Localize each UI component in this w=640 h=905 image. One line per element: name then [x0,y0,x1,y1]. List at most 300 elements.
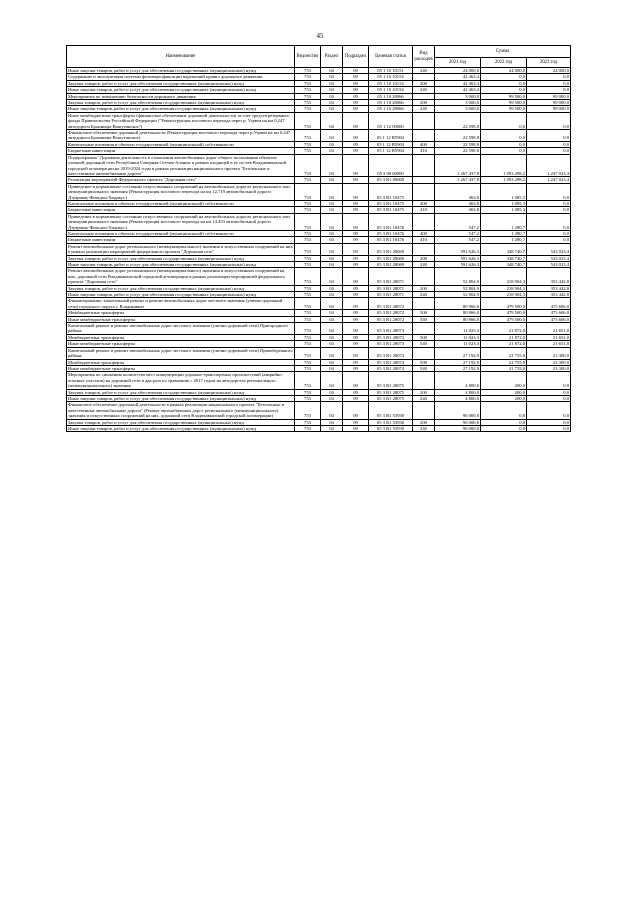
cell-2021: 96 000,0 [435,402,481,419]
cell-name: Иные закупки товаров, работ и услуг для обеспечения государственных (муниципальных) нужд [67,395,295,401]
cell-2022: 218 904,3 [481,285,527,291]
cell-2021: 42 463,4 [435,87,481,93]
cell-subsection: 09 [343,177,369,183]
cell-target: 05 3 R1 28069 [369,262,413,268]
cell-2023: 0,0 [527,425,571,431]
cell-2023: 21 651,0 [527,341,571,347]
cell-exp-type: 410 [413,207,435,213]
table-row [67,425,571,431]
cell-section: 04 [321,425,343,431]
cell-name: Бюджетные инвестиции [67,237,295,243]
cell-section: 04 [321,112,343,129]
cell-section: 04 [321,389,343,395]
cell-2023: 0,0 [527,112,571,129]
cell-2021: 463,8 [435,200,481,206]
cell-target: 05 3 R1 53930 [369,419,413,425]
cell-target: 05 3 R1 28074 [369,365,413,371]
cell-section: 04 [321,298,343,310]
cell-section: 04 [321,80,343,86]
cell-name: Закупка товаров, работ и услуг для обеспечения государственных (муниципальных) нужд [67,285,295,291]
cell-subsection: 09 [343,237,369,243]
cell-2023: 0,0 [527,148,571,154]
cell-name: Иные закупки товаров, работ и услуг для обеспечения государственных (муниципальных) нужд [67,262,295,268]
cell-2023: 1 247 023,4 [527,177,571,183]
cell-exp-type [413,154,435,177]
cell-2021: 547,2 [435,230,481,236]
cell-2023: 24 000,0 [527,68,571,74]
cell-name: Межбюджетные трансферты [67,359,295,365]
cell-target: 05 1 10 28066 [369,100,413,106]
cell-subsection: 09 [343,310,369,316]
cell-name: Ремонт автомобильных дорог регионального (межмуниципального) значения и искусственных сооружений на них, дорожной сети Владикавказской городской агломерации в рамках реализации мероприятий федерального проекта "Дорожная сеть" [67,268,295,285]
cell-exp-type: 200 [413,419,435,425]
cell-section: 04 [321,347,343,359]
cell-2023: 0,0 [527,230,571,236]
cell-section: 04 [321,243,343,255]
cell-target: 05 3 R1 10476 [369,237,413,243]
cell-dept: 753 [295,262,321,268]
cell-target: 05 1 12 00000 [369,112,413,129]
cell-2023: 23 300,0 [527,359,571,365]
cell-dept: 753 [295,402,321,419]
cell-exp-type [413,323,435,335]
cell-target: 05 1 10 28066 [369,106,413,112]
table-row [67,268,571,285]
cell-name: Иные закупки товаров, работ и услуг для обеспечения государственных (муниципальных) нужд [67,87,295,93]
cell-section: 04 [321,207,343,213]
budget-table [66,45,571,432]
cell-section: 04 [321,177,343,183]
cell-exp-type: 200 [413,80,435,86]
cell-section: 04 [321,130,343,142]
cell-2023: 475 606,0 [527,298,571,310]
cell-2022: 0,0 [481,130,527,142]
cell-exp-type: 240 [413,292,435,298]
cell-subsection: 09 [343,316,369,322]
cell-target: 05 3 R1 28069 [369,255,413,261]
cell-target: 05 3 R1 28072 [369,298,413,310]
table-row [67,347,571,359]
table-row [67,402,571,419]
cell-2022: 1 085,3 [481,207,527,213]
cell-target: 05 3 R1 28075 [369,372,413,389]
table-row [67,213,571,230]
cell-exp-type: 540 [413,341,435,347]
cell-exp-type [413,372,435,389]
cell-subsection: 09 [343,112,369,129]
cell-target: 05 3 R1 28073 [369,334,413,340]
cell-dept: 753 [295,425,321,431]
cell-2021: 1 267 437,8 [435,177,481,183]
cell-target: 05 1 10 10154 [369,74,413,80]
cell-dept: 753 [295,100,321,106]
cell-dept: 753 [295,130,321,142]
cell-subsection: 09 [343,419,369,425]
cell-dept: 753 [295,93,321,99]
cell-2022: 479 500,0 [481,298,527,310]
cell-2023: 475 606,0 [527,310,571,316]
cell-target: 05 3 R1 28072 [369,310,413,316]
table-row [67,112,571,129]
cell-target: 05 3 00 00000 [369,154,413,177]
cell-section: 04 [321,334,343,340]
cell-2022: 0,0 [481,425,527,431]
cell-2022: 1 280,7 [481,213,527,230]
cell-subsection: 09 [343,200,369,206]
cell-name: Межбюджетные трансферты [67,310,295,316]
cell-2022: 0,0 [481,141,527,147]
header-2022: 2022 год [481,58,527,68]
cell-dept: 753 [295,310,321,316]
cell-section: 04 [321,148,343,154]
cell-2022: 1 085,3 [481,200,527,206]
cell-2022: 24 000,0 [481,68,527,74]
cell-2021: 4 800,0 [435,372,481,389]
cell-subsection: 09 [343,148,369,154]
cell-2021: 27 192,9 [435,359,481,365]
table-row [67,372,571,389]
cell-dept: 753 [295,141,321,147]
cell-exp-type [413,298,435,310]
cell-2022: 99 500,0 [481,106,527,112]
cell-exp-type: 500 [413,310,435,316]
cell-2022: 1 093 298,2 [481,177,527,183]
header-amount: Сумма [435,46,571,58]
cell-2023: 0,0 [527,389,571,395]
cell-name: Капитальные вложения в объекты государственной (муниципальной) собственности [67,141,295,147]
cell-section: 04 [321,68,343,74]
cell-name: Финансовое обеспечение дорожной деятельности в рамках реализации национального проекта "Безопасные и качественные автомобильные дороги" (Ремонт автомобильных дорог регионального (межмуниципального) значения и искусственных сооружений на них, дорожной сети Владикавказской городской агломерации) [67,402,295,419]
cell-2023: 353 442,8 [527,268,571,285]
cell-subsection: 09 [343,130,369,142]
cell-2021: 591 626,3 [435,243,481,255]
table-header [67,46,571,68]
cell-exp-type [413,130,435,142]
cell-exp-type: 240 [413,68,435,74]
cell-2022: 348 740,7 [481,243,527,255]
cell-section: 04 [321,213,343,230]
cell-exp-type [413,268,435,285]
cell-subsection: 09 [343,365,369,371]
cell-dept: 753 [295,106,321,112]
cell-section: 04 [321,230,343,236]
cell-2021: 22 598,8 [435,141,481,147]
cell-2021: 22 598,8 [435,130,481,142]
cell-2023: 0,0 [527,402,571,419]
cell-target: 05 3 R1 28075 [369,389,413,395]
cell-dept: 753 [295,365,321,371]
cell-section: 04 [321,310,343,316]
cell-exp-type: 400 [413,141,435,147]
cell-dept: 753 [295,177,321,183]
cell-target: 05 3 R1 28069 [369,243,413,255]
cell-2021: 24 000,0 [435,68,481,74]
cell-2022: 218 904,3 [481,268,527,285]
header-dept: Ведомство [295,46,321,68]
cell-dept: 753 [295,112,321,129]
header-target: Целевая статья [369,46,413,68]
cell-target: 05 3 R1 28071 [369,268,413,285]
cell-name: Межбюджетные трансферты [67,334,295,340]
cell-section: 04 [321,100,343,106]
cell-2023: 0,0 [527,200,571,206]
cell-subsection: 09 [343,154,369,177]
cell-section: 04 [321,316,343,322]
cell-name: Приведение в нормативное состояние искусственных сооружений на автомобильных дорогах регионального или межмуниципального значения (Реконструкция мостового перехода на км 14,453 автомобильной дороги Дзуарикау-Фиагдон-Хидикус) [67,213,295,230]
cell-2023: 21 651,0 [527,334,571,340]
cell-2021: 42 463,4 [435,80,481,86]
cell-dept: 753 [295,237,321,243]
cell-2023: 21 651,0 [527,323,571,335]
cell-2021: 11 023,3 [435,334,481,340]
cell-subsection: 09 [343,359,369,365]
cell-dept: 753 [295,292,321,298]
cell-2022: 0,0 [481,87,527,93]
cell-dept: 753 [295,230,321,236]
cell-target: 05 3 R1 53930 [369,402,413,419]
cell-dept: 753 [295,68,321,74]
cell-name: Капитальные вложения в объекты государственной (муниципальной) собственности [67,200,295,206]
cell-subsection: 09 [343,334,369,340]
cell-section: 04 [321,200,343,206]
cell-2022: 1 085,3 [481,183,527,200]
cell-exp-type: 240 [413,425,435,431]
cell-name: Приведение в нормативное состояние искусственных сооружений на автомобильных дорогах регионального или межмуниципального значения (Реконструкция мостового перехода на км 12,719 автомобильной дороги Дзуарикау-Фиагдон-Хидикус) [67,183,295,200]
cell-2021: 52 804,9 [435,285,481,291]
cell-2021: 591 626,3 [435,255,481,261]
cell-2023: 1 247 023,4 [527,154,571,177]
cell-dept: 753 [295,395,321,401]
cell-dept: 753 [295,87,321,93]
cell-2022: 21 872,0 [481,341,527,347]
cell-section: 04 [321,341,343,347]
cell-2022: 0,0 [481,112,527,129]
cell-name: Закупка товаров, работ и услуг для обеспечения государственных (муниципальных) нужд [67,100,295,106]
cell-exp-type: 240 [413,395,435,401]
cell-name: Мероприятия по снижению количества мест концентрации дорожно-транспортных происшествий (аварийно-опасных участков) на дорожной сети в два раза по сравнению с 2017 годом на автодорогах регионального (межмуниципального) значения [67,372,295,389]
cell-name: Иные межбюджетные трансферты (финансовое обеспечение дорожной деятельности) за счет средств резервного фонда Правительства Российской Федерации ("Реконструкция мостового перехода через р. Угрюм на км 0,247 автодороги Бронницы-Вашутинское") [67,112,295,129]
cell-dept: 753 [295,316,321,322]
cell-subsection: 09 [343,372,369,389]
cell-2021: 3 000,0 [435,93,481,99]
cell-subsection: 09 [343,243,369,255]
table-row [67,130,571,142]
cell-subsection: 09 [343,341,369,347]
cell-dept: 753 [295,347,321,359]
cell-exp-type: 500 [413,334,435,340]
cell-exp-type: 240 [413,106,435,112]
cell-target: 05 3 R1 28073 [369,341,413,347]
cell-name: Иные закупки товаров, работ и услуг для обеспечения государственных (муниципальных) нужд [67,68,295,74]
cell-section: 04 [321,365,343,371]
cell-exp-type: 200 [413,100,435,106]
cell-subsection: 09 [343,141,369,147]
cell-target: 05 1 12 R5904 [369,148,413,154]
cell-subsection: 09 [343,268,369,285]
cell-2022: 200,0 [481,395,527,401]
cell-section: 04 [321,237,343,243]
cell-subsection: 09 [343,425,369,431]
cell-exp-type: 200 [413,389,435,395]
cell-name: Финансирование, капитальный ремонт и ремонт автомобильных дорог местного значения (улично-дорожной сети) городского округа г. Владикавказ [67,298,295,310]
cell-2023: 0,0 [527,183,571,200]
cell-subsection: 09 [343,213,369,230]
cell-subsection: 09 [343,298,369,310]
cell-section: 04 [321,93,343,99]
cell-subsection: 09 [343,292,369,298]
cell-dept: 753 [295,80,321,86]
cell-section: 04 [321,268,343,285]
cell-2023: 543 023,4 [527,243,571,255]
cell-2023: 0,0 [527,372,571,389]
cell-target: 05 3 R1 00000 [369,177,413,183]
cell-name: Закупка товаров, работ и услуг для обеспечения государственных (муниципальных) нужд [67,255,295,261]
cell-target: 05 3 R1 53930 [369,425,413,431]
cell-exp-type: 410 [413,237,435,243]
cell-2023: 0,0 [527,207,571,213]
cell-2023: 353 442,8 [527,285,571,291]
cell-name: Иные закупки товаров, работ и услуг для обеспечения государственных (муниципальных) нужд [67,425,295,431]
cell-section: 04 [321,359,343,365]
cell-section: 04 [321,106,343,112]
cell-exp-type: 240 [413,262,435,268]
cell-name: Иные межбюджетные трансферты [67,341,295,347]
cell-2021: 96 000,0 [435,419,481,425]
cell-2022: 0,0 [481,402,527,419]
cell-exp-type [413,112,435,129]
cell-target: 05 3 R1 28071 [369,285,413,291]
cell-exp-type: 400 [413,230,435,236]
header-2023: 2023 год [527,58,571,68]
cell-2022: 0,0 [481,148,527,154]
cell-name: Содержание и эксплуатация системы фотовидеофиксации нарушений правил дорожного движения [67,74,295,80]
table-row [67,298,571,310]
cell-name: Ремонт автомобильных дорог регионального (межмуниципального) значения и искусственных сооружений на них в рамках реализации мероприятий федерального проекта "Дорожная сеть" [68,243,293,255]
cell-name: Финансовое обеспечение дорожной деятельности (Реконструкция мостового перехода через р.Угрюм на км 0,247 автодороги Бронницы-Вашутинское) [67,130,295,142]
cell-section: 04 [321,74,343,80]
cell-2022: 21 755,0 [481,347,527,359]
cell-2023: 0,0 [527,80,571,86]
table-row [67,183,571,200]
cell-target: 05 3 R1 28074 [369,347,413,359]
table-body [67,68,571,432]
cell-2022: 99 500,0 [481,93,527,99]
cell-2022: 200,0 [481,372,527,389]
cell-subsection: 09 [343,347,369,359]
cell-exp-type: 200 [413,285,435,291]
cell-2023: 23 300,0 [527,365,571,371]
cell-target: 05 3 R1 28075 [369,395,413,401]
cell-2023: 0,0 [527,419,571,425]
cell-section: 04 [321,183,343,200]
cell-2023: 0,0 [527,237,571,243]
cell-subsection: 09 [343,402,369,419]
cell-2023: 0,0 [527,141,571,147]
cell-name: Иные межбюджетные трансферты [67,365,295,371]
cell-subsection: 09 [343,230,369,236]
cell-exp-type [413,402,435,419]
cell-target: 05 3 R1 10476 [369,230,413,236]
cell-section: 04 [321,419,343,425]
cell-dept: 753 [295,341,321,347]
cell-exp-type [413,183,435,200]
cell-2021: 547,2 [435,213,481,230]
cell-target: 05 1 12 R5904 [369,130,413,142]
cell-2023: 0,0 [527,130,571,142]
cell-2022: 218 904,3 [481,292,527,298]
cell-2022: 21 755,0 [481,365,527,371]
cell-dept: 753 [295,243,321,255]
cell-exp-type: 240 [413,87,435,93]
header-exp-type: Вид расходов [413,46,435,68]
cell-dept: 753 [295,255,321,261]
cell-section: 04 [321,285,343,291]
cell-dept: 753 [295,334,321,340]
cell-dept: 753 [295,74,321,80]
cell-name: Подпрограмма "Дорожная деятельность в отношении автомобильных дорог общего пользования объектов уличной дорожной сети Республики Северная Осетия-Алания, в рамках входящей в ее состав Владикавказской городской агломерации на 2019-2024 годы в рамках реализации национального проекта "Безопасные и качественные автомобильные дороги" [67,154,295,177]
cell-subsection: 09 [343,74,369,80]
cell-exp-type: 400 [413,200,435,206]
header-2021: 2021 год [435,58,481,68]
cell-dept: 753 [295,183,321,200]
page-number: 45 [316,32,324,40]
cell-dept: 753 [295,154,321,177]
cell-subsection: 09 [343,106,369,112]
cell-name: Капитальный ремонт и ремонт автомобильных дорог местного значения (улично-дорожной сети) Правобережного района [68,347,293,359]
cell-2023: 23 300,0 [527,347,571,359]
cell-2022: 0,0 [481,74,527,80]
cell-2021: 11 023,3 [435,341,481,347]
cell-subsection: 09 [343,262,369,268]
cell-exp-type: 500 [413,359,435,365]
cell-section: 04 [321,255,343,261]
cell-target: 05 1 12 R5904 [369,141,413,147]
cell-target: 05 1 10 10154 [369,80,413,86]
cell-dept: 753 [295,200,321,206]
cell-2023: 0,0 [527,213,571,230]
cell-subsection: 09 [343,183,369,200]
cell-2021: 4 800,0 [435,389,481,395]
cell-name: Закупка товаров, работ и услуг для обеспечения государственных (муниципальных) нужд [67,389,295,395]
cell-section: 04 [321,323,343,335]
cell-2022: 21 872,0 [481,323,527,335]
cell-2023: 0,0 [527,395,571,401]
cell-2023: 0,0 [527,74,571,80]
cell-name: Закупка товаров, работ и услуг для обеспечения государственных (муниципальных) нужд [67,80,295,86]
cell-2022: 0,0 [481,80,527,86]
cell-target: 05 1 10 10151 [369,68,413,74]
cell-2022: 479 500,0 [481,316,527,322]
cell-2021: 591 626,3 [435,262,481,268]
cell-target: 05 3 R1 28074 [369,359,413,365]
cell-target: 05 3 R1 28073 [369,323,413,335]
cell-2023: 543 023,4 [527,255,571,261]
cell-dept: 753 [295,148,321,154]
cell-2021: 52 804,9 [435,292,481,298]
cell-2022: 21 872,0 [481,334,527,340]
cell-subsection: 09 [343,255,369,261]
cell-name: Реализация мероприятий Федерального проекта "Дорожная сеть" [67,177,295,183]
header-name: Наименование [67,46,295,68]
cell-name: Иные закупки товаров, работ и услуг для обеспечения государственных (муниципальных) нужд [67,106,295,112]
cell-2022: 200,0 [481,389,527,395]
cell-target: 05 3 R1 10475 [369,200,413,206]
cell-dept: 753 [295,207,321,213]
cell-section: 04 [321,372,343,389]
header-section: Раздел [321,46,343,68]
cell-dept: 753 [295,389,321,395]
cell-section: 04 [321,402,343,419]
